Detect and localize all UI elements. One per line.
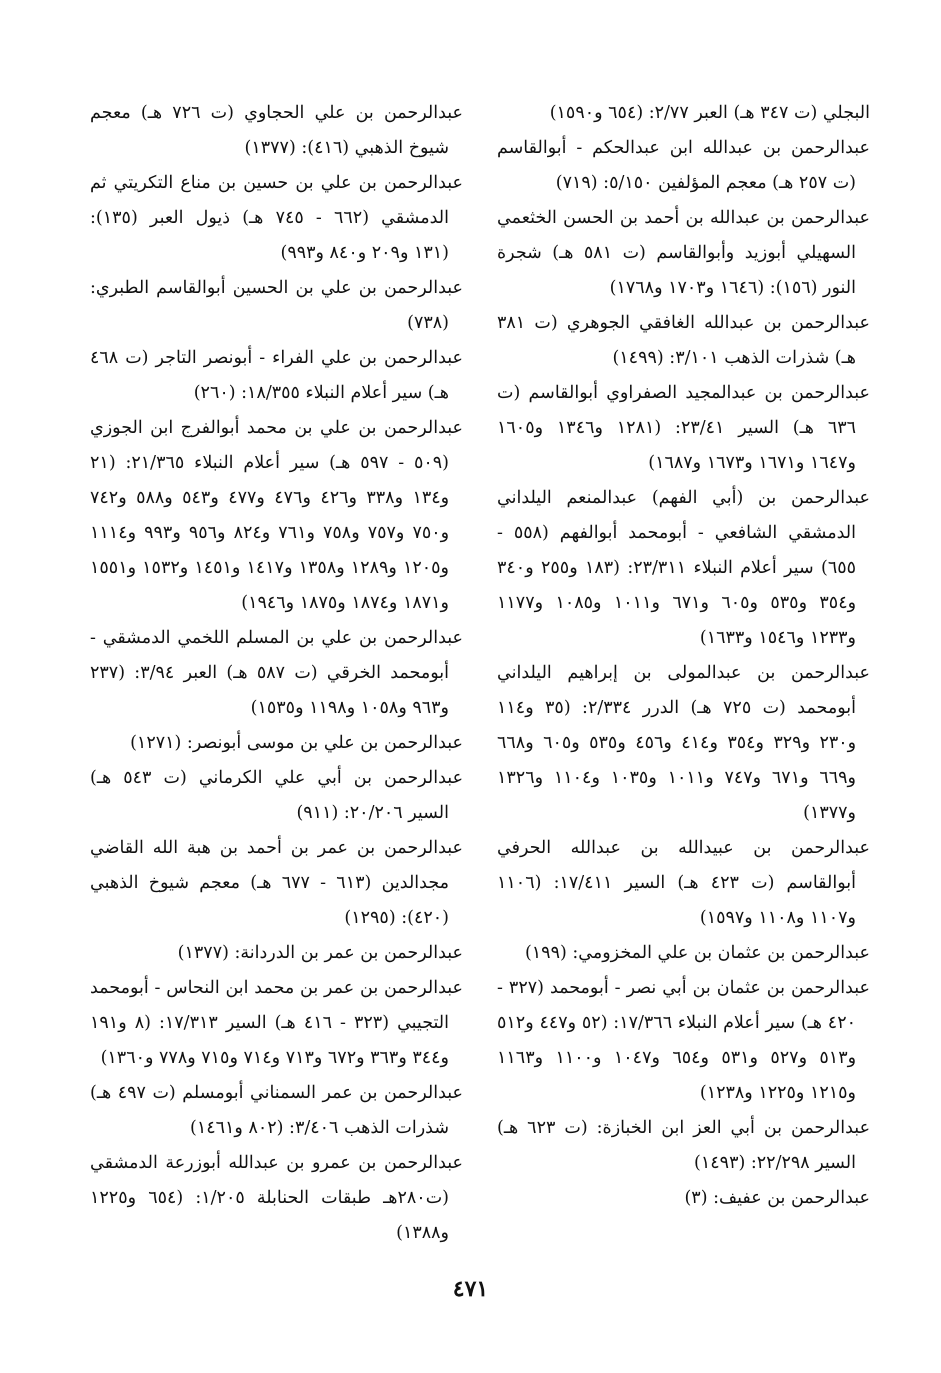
page-number: ٤٧١ <box>452 1276 489 1302</box>
index-entry: عبدالرحمن بن علي بن حسين بن مناع التكريتي ثم الدمشقي (٦٦٢ - ٧٤٥ هـ) ذيول العبر (١٣٥): (١٣١ و٢٠٩ و٨٤٠ و٩٩٣) <box>90 173 463 263</box>
index-entry: عبدالرحمن بن علي بن محمد أبوالفرج ابن الجوزي (٥٠٩ - ٥٩٧ هـ) سير أعلام النبلاء ٢١/٣٦٥: (٢١ و١٣٤ و٣٣٨ و٤٢٦ و٤٧٦ و٤٧٧ و٥٤٣ و٥٨٨ و٧٤٢ و٧٥٠ و٧٥٧ و٧٥٨ و٧٦١ و٨٢٤ و٩٥٦ و٩٩٣ و١١١٤ و١٢٠٥ و١٢٨٩ و١٣٥٨ و١٤١٧ و١٤٥١ و١٥٣٢ و١٥٥١ و١٨٧١ و١٨٧٤ و١٨٧٥ و١٩٤٦) <box>90 418 463 613</box>
index-entry: عبدالرحمن بن علي بن الحسين أبوالقاسم الطبري: (٧٣٨) <box>90 278 463 333</box>
index-entry: عبدالرحمن بن علي الحجاوي (ت ٧٢٦ هـ) معجم شيوخ الذهبي (٤١٦): (١٣٧٧) <box>90 103 463 158</box>
index-entry: عبدالرحمن بن (أبي الفهم) عبدالمنعم اليلداني الدمشقي الشافعي - أبومحمد أبوالفهم (٥٥٨ - ٦٥٥) سير أعلام النبلاء ٢٣/٣١١: (١٨٣ و٢٥٥ و٣٤٠ و٣٥٤ و٥٣٥ و٦٠٥ و٦٧١ و١٠١١ و١٠٨٥ و١١٧٧ و١٢٣٣ و١٥٤٦ و١٦٣٣) <box>497 488 870 648</box>
index-entry: عبدالرحمن بن علي بن المسلم اللخمي الدمشقي - أبومحمد الخرقي (ت ٥٨٧ هـ) العبر ٣/٩٤: (٢٣٧ و٩٦٣ و١٠٥٨ و١١٩٨ و١٥٣٥) <box>90 628 463 718</box>
index-entry: عبدالرحمن بن عفيف: (٣) <box>684 1188 870 1208</box>
index-entry: عبدالرحمن بن عمرو بن عبدالله أبوزرعة الدمشقي (ت٢٨٠هـ طبقات الحنابلة ١/٢٠٥: (٦٥٤ و١٢٢٥ و١٣٨٨) <box>90 1153 463 1243</box>
index-entry: عبدالرحمن بن عثمان بن علي المخزومي: (١٩٩) <box>524 943 870 963</box>
index-entry: عبدالرحمن بن عبدالله بن أحمد بن الحسن الخثعمي السهيلي أبوزيد وأبوالقاسم (ت ٥٨١ هـ) شجرة النور (١٥٦): (١٦٤٦ و١٧٠٣ و١٧٦٨) <box>497 208 870 298</box>
index-entry: عبدالرحمن بن علي بن موسى أبونصر: (١٢٧١) <box>130 733 463 753</box>
index-entry: عبدالرحمن بن عمر بن الدردانة: (١٣٧٧) <box>177 943 463 963</box>
index-columns <box>90 96 870 1251</box>
right-column <box>497 96 870 1251</box>
left-column <box>90 96 463 1251</box>
index-entry: عبدالرحمن بن عبدالله ابن عبدالحكم - أبوالقاسم (ت ٢٥٧ هـ) معجم المؤلفين ٥/١٥٠: (٧١٩) <box>497 138 870 193</box>
index-entry: عبدالرحمن بن عمر السمناني أبومسلم (ت ٤٩٧ هـ) شذرات الذهب ٣/٤٠٦: (٨٠٢ و١٤٦١) <box>90 1083 463 1138</box>
index-entry: عبدالرحمن بن عبيدالله بن عبدالله الحرفي أبوالقاسم (ت ٤٢٣ هـ) السير ١٧/٤١١: (١١٠٦ و١١٠٧ و١١٠٨ و١٥٩٧) <box>497 838 870 928</box>
index-entry: عبدالرحمن بن علي الفراء - أبونصر التاجر (ت ٤٦٨ هـ) سير أعلام النبلاء ١٨/٣٥٥: (٢٦٠) <box>90 348 463 403</box>
index-entry: عبدالرحمن بن عبدالمولى بن إبراهيم اليلداني أبومحمد (ت ٧٢٥ هـ) الدرر ٢/٣٣٤: (٣٥ و١١٤ و٢٣٠ و٣٢٩ و٣٥٤ و٤١٤ و٤٥٦ و٥٣٥ و٦٠٥ و٦٦٨ و٦٦٩ و٦٧١ و٧٤٧ و١٠١١ و١٠٣٥ و١١٠٤ و١٣٢٦ و١٣٧٧) <box>497 663 870 823</box>
index-entry: عبدالرحمن بن عثمان بن أبي نصر - أبومحمد (٣٢٧ - ٤٢٠ هـ) سير أعلام النبلاء ١٧/٣٦٦: (٥٢ و٤٤٧ و٥١٢ و٥١٣ و٥٢٧ و٥٣١ و٦٥٤ و١٠٤٧ و١١٠٠ و١١٦٣ و١٢١٥ و١٢٢٥ و١٢٣٨) <box>497 978 871 1103</box>
index-entry: عبدالرحمن بن أبي علي الكرماني (ت ٥٤٣ هـ) السير ٢٠/٢٠٦: (٩١١) <box>90 768 464 823</box>
index-entry: عبدالرحمن بن عمر بن أحمد بن هبة الله القاضي مجدالدين (٦١٣ - ٦٧٧ هـ) معجم شيوخ الذهبي (٤٢٠): (١٢٩٥) <box>90 838 463 928</box>
index-entry: عبدالرحمن بن عمر بن محمد ابن النحاس - أبومحمد التجيبي (٣٢٣ - ٤١٦ هـ) السير ١٧/٣١٣: (٨ و١٩١ و٣٤٤ و٣٦٣ و٦٧٢ و٧١٣ و٧١٤ و٧١٥ و٧٧٨ و١٣٦٠) <box>90 978 463 1068</box>
index-entry: عبدالرحمن بن أبي العز ابن الخبازة: (ت ٦٢٣ هـ) السير ٢٢/٢٩٨: (١٤٩٣) <box>497 1118 871 1173</box>
index-entry: عبدالرحمن بن عبدالله الغافقي الجوهري (ت ٣٨١ هـ) شذرات الذهب ٣/١٠١: (١٤٩٩) <box>497 313 870 368</box>
index-entry: البجلي (ت ٣٤٧ هـ) العبر ٢/٧٧: (٦٥٤ و١٥٩٠) <box>549 103 870 123</box>
index-entry: عبدالرحمن بن عبدالمجيد الصفراوي أبوالقاسم (ت ٦٣٦ هـ) السير ٢٣/٤١: (١٢٨١ و١٣٤٦ و١٦٠٥ و١٦٤٧ و١٦٧١ و١٦٧٣ و١٦٨٧) <box>497 383 870 473</box>
